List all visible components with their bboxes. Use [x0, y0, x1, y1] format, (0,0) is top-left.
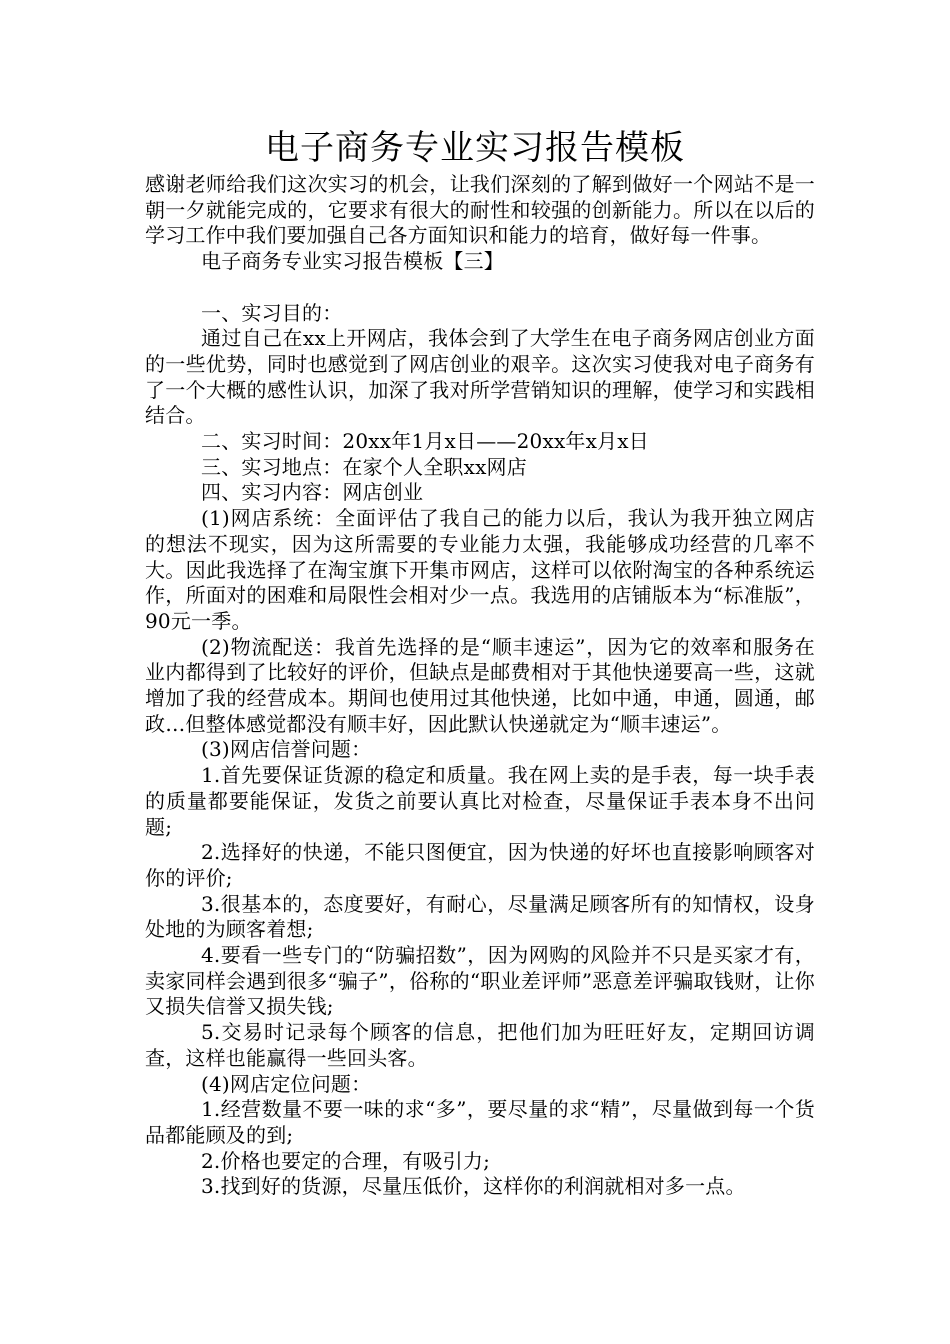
list-item-reputation-4: 4.要看一些专门的“防骗招数”，因为网购的风险并不只是买家才有，卖家同样会遇到很多“骗子”，俗称的“职业差评师”恶意差评骗取钱财，让你又损失信誉又损失钱; — [145, 943, 815, 1019]
paragraph-purpose: 通过自己在xx上开网店，我体会到了大学生在电子商务网店创业方面的一些优势，同时也感觉到了网店创业的艰辛。这次实习使我对电子商务有了一个大概的感性认识，加深了我对所学营销知识的理解，使学习和实践相结合。 — [145, 326, 815, 428]
paragraph-shop-system: (1)网店系统：全面评估了我自己的能力以后，我认为我开独立网店的想法不现实，因为这所需要的专业能力太强，我能够成功经营的几率不大。因此我选择了在淘宝旗下开集市网店，这样可以依附淘宝的各种系统运作，所面对的困难和局限性会相对少一点。我选用的店铺版本为“标准版”，90元一季。 — [145, 506, 815, 633]
list-item-reputation-5: 5.交易时记录每个顾客的信息，把他们加为旺旺好友，定期回访调查，这样也能赢得一些回头客。 — [145, 1020, 815, 1070]
list-item-reputation-2: 2.选择好的快递，不能只图便宜，因为快递的好坏也直接影响顾客对你的评价; — [145, 840, 815, 890]
list-item-reputation-3: 3.很基本的，态度要好，有耐心，尽量满足顾客所有的知情权，设身处地的为顾客着想; — [145, 891, 815, 942]
section-heading-template-three: 电子商务专业实习报告模板【三】 — [201, 249, 504, 274]
line-internship-time: 二、实习时间：20xx年1月x日——20xx年x月x日 — [201, 429, 649, 454]
list-item-reputation-1: 1.首先要保证货源的稳定和质量。我在网上卖的是手表，每一块手表的质量都要能保证，发货之前要认真比对检查，尽量保证手表本身不出问题; — [145, 763, 815, 839]
blank-line — [145, 275, 815, 301]
list-item-positioning-3: 3.找到好的货源，尽量压低价，这样你的利润就相对多一点。 — [201, 1174, 746, 1199]
line-internship-content: 四、实习内容：网店创业 — [201, 480, 424, 505]
paragraph-logistics: (2)物流配送：我首先选择的是“顺丰速运”，因为它的效率和服务在业内都得到了比较好的评价，但缺点是邮费相对于其他快递要高一些，这就增加了我的经营成本。期间也使用过其他快递，比如中通，申通，圆通，邮政…但整体感觉都没有顺丰好，因此默认快递就定为“顺丰速运”。 — [145, 634, 815, 736]
heading-purpose: 一、实习目的： — [201, 300, 343, 325]
heading-positioning: (4)网店定位问题： — [201, 1071, 372, 1096]
document-title: 电子商务专业实习报告模板 — [265, 128, 685, 168]
heading-reputation: (3)网店信誉问题： — [201, 737, 372, 762]
list-item-positioning-1: 1.经营数量不要一味的求“多”，要尽量的求“精”，尽量做到每一个货品都能顾及的到; — [145, 1097, 815, 1147]
line-internship-place: 三、实习地点：在家个人全职xx网店 — [201, 454, 527, 479]
list-item-positioning-2: 2.价格也要定的合理，有吸引力; — [201, 1148, 491, 1173]
paragraph-thanks: 感谢老师给我们这次实习的机会，让我们深刻的了解到做好一个网站不是一朝一夕就能完成的，它要求有很大的耐性和较强的创新能力。所以在以后的学习工作中我们要加强自己各方面知识和能力的培育，做好每一件事。 — [145, 172, 815, 248]
document-body — [145, 172, 815, 1200]
